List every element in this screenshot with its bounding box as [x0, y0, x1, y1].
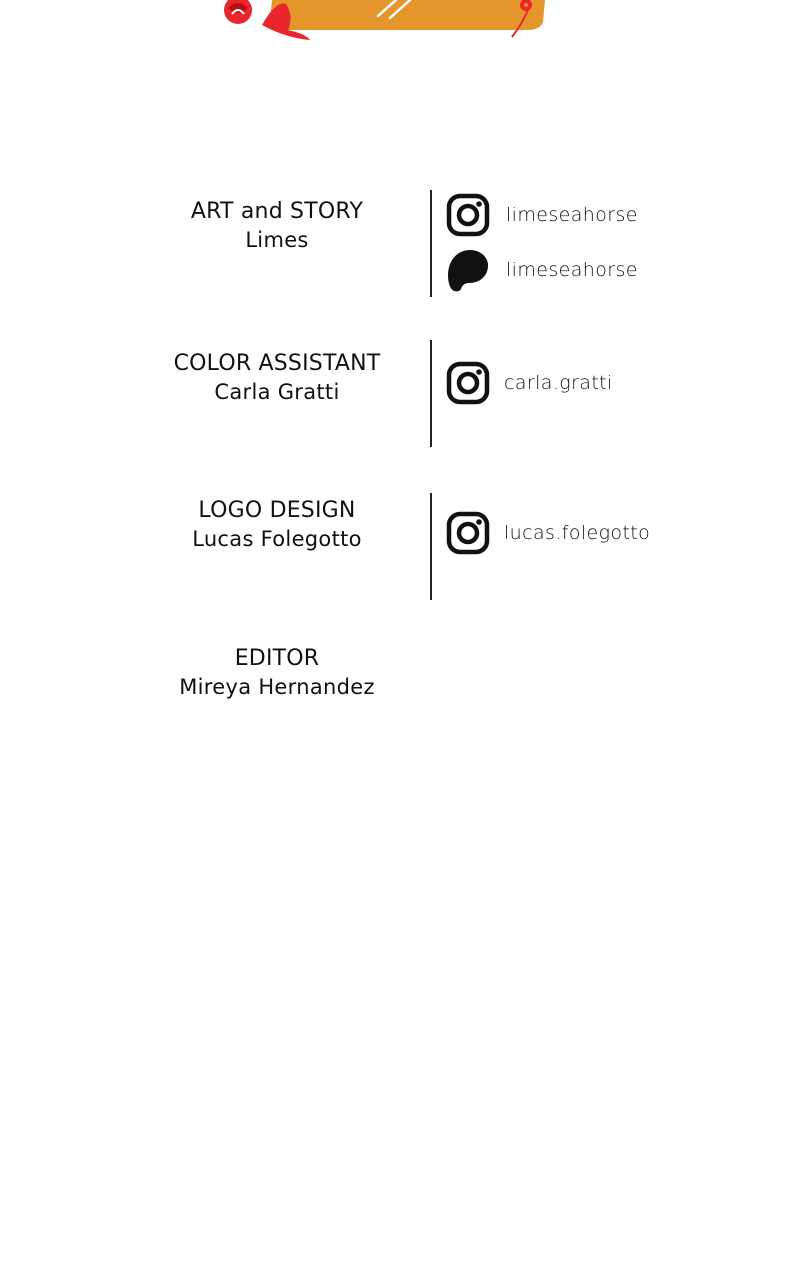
social-link-instagram[interactable] [446, 193, 638, 237]
role-title: COLOR ASSISTANT [173, 351, 381, 376]
divider [430, 340, 432, 447]
social-link-patreon[interactable] [446, 248, 638, 292]
social-link-instagram[interactable] [446, 361, 613, 405]
instagram-icon [446, 193, 490, 237]
person-name: Limes [245, 228, 309, 252]
role-title: EDITOR [234, 646, 320, 671]
divider [430, 190, 432, 297]
social-handle: limeseahorse [506, 204, 638, 226]
social-handle: limeseahorse [506, 259, 638, 281]
social-handle: carla.gratti [504, 372, 613, 394]
credit-logo-design [120, 497, 434, 553]
patreon-icon [446, 248, 490, 292]
instagram-icon [446, 361, 490, 405]
rose-icon [224, 0, 252, 24]
role-title: LOGO DESIGN [198, 498, 356, 523]
social-handle: lucas.folegotto [504, 522, 651, 544]
person-name: Mireya Hernandez [179, 675, 375, 699]
person-name: Carla Gratti [214, 380, 340, 404]
credit-art-and-story [120, 198, 434, 254]
role-title: ART and STORY [190, 199, 364, 224]
divider [430, 493, 432, 600]
social-link-instagram[interactable] [446, 511, 650, 555]
credit-editor [120, 645, 434, 701]
credit-color-assistant [120, 350, 434, 406]
person-name: Lucas Folegotto [192, 527, 362, 551]
decorative-banner [210, 0, 560, 45]
instagram-icon [446, 511, 490, 555]
